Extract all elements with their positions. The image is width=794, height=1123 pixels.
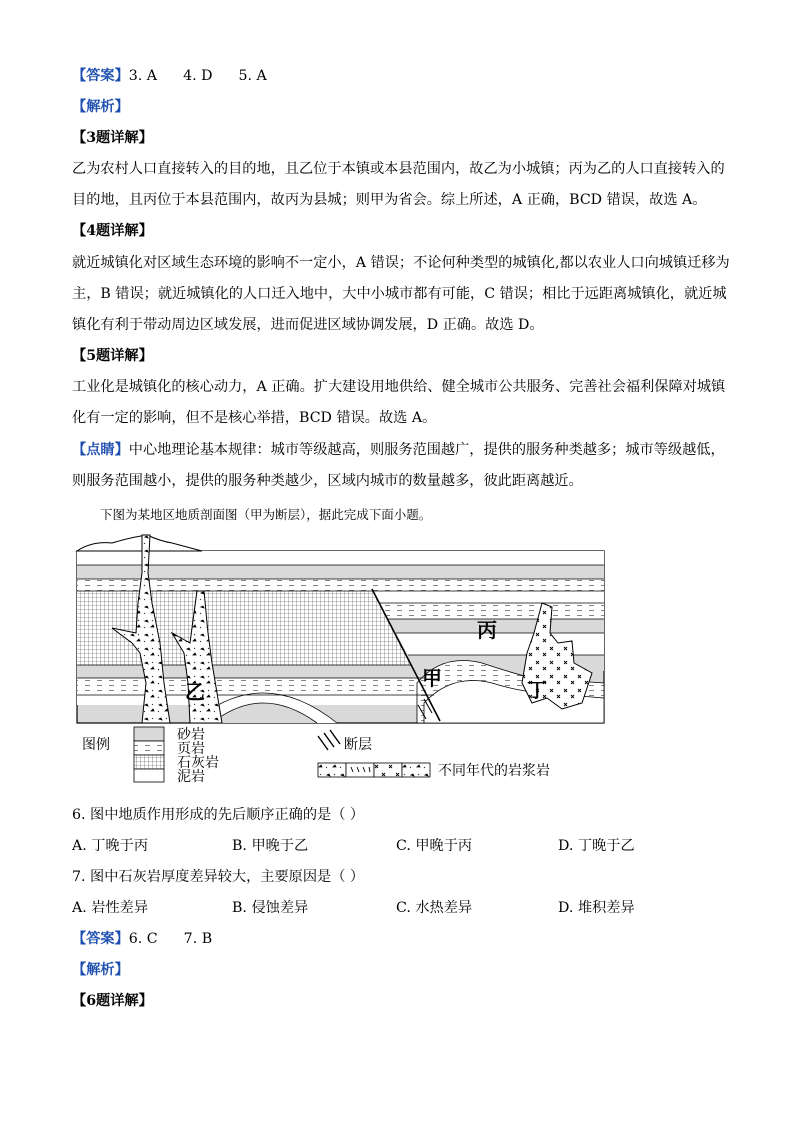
answer-7: 7. B (183, 931, 213, 947)
q5-detail-tag: 【5题详解】 (72, 348, 153, 364)
answer-3: 3. A (128, 68, 158, 84)
analysis-tag: 【解析】 (72, 99, 129, 115)
q4-text-line: 镇化有利于带动周边区域发展，进而促进区域协调发展，D 正确。故选 D。 (72, 317, 544, 333)
geologic-cross-section (72, 533, 612, 783)
analysis-tag-2: 【解析】 (72, 962, 129, 978)
q6-stem: 6. 图中地质作用形成的先后顺序正确的是（ ） (72, 807, 365, 823)
label-yi: 乙 (185, 680, 205, 704)
legend-fault: 断层 (344, 737, 372, 753)
figure-caption: 下图为某地区地质剖面图（甲为断层），据此完成下面小题。 (100, 507, 432, 522)
legend-mudstone: 泥岩 (177, 769, 205, 783)
q7-option-c: C. 水热差异 (396, 900, 473, 916)
magma-swatch-1 (318, 763, 346, 777)
q3-detail-tag: 【3题详解】 (72, 130, 153, 146)
q7-option-d: D. 堆积差异 (558, 900, 635, 916)
q6-detail-tag: 【6题详解】 (72, 993, 153, 1009)
q4-text-line: 就近城镇化对区域生态环境的影响不一定小，A 错误；不论何种类型的城镇化,都以农业人口向城镇迁移为 (72, 255, 730, 271)
q6-option-d: D. 丁晚于乙 (558, 838, 635, 854)
q5-text-line: 工业化是城镇化的核心动力，A 正确。扩大建设用地供给、健全城市公共服务、完善社会福利保障对城镇 (72, 379, 726, 395)
answer-tag: 【答案】 (72, 68, 129, 84)
label-ding: 丁 (527, 678, 547, 702)
tip-line (72, 440, 725, 460)
tip-tag: 【点睛】 (72, 442, 129, 458)
q6-option-b: B. 甲晚于乙 (232, 838, 309, 854)
q4-text-line: 主，B 错误；就近城镇化的人口迁入地中，大中小城市都有可能，C 错误；相比于远距离城镇化，就近城 (72, 286, 727, 302)
label-jia: 甲 (422, 666, 442, 690)
q6-option-a: A. 丁晚于丙 (72, 838, 149, 854)
limestone-swatch (134, 755, 164, 769)
fault-symbol-icon (318, 730, 340, 750)
label-bing: 丙 (477, 618, 497, 642)
answer-line-1 (72, 66, 722, 86)
legend-title: 图例 (82, 737, 110, 753)
q5-text-line: 化有一定的影响，但不是核心举措，BCD 错误。故选 A。 (72, 410, 437, 426)
legend (82, 726, 550, 783)
tip-text-line-2: 则服务范围越小，提供的服务种类越少，区域内城市的数量越多，彼此距离越近。 (72, 473, 583, 489)
legend-shale: 页岩 (177, 741, 205, 757)
answer-6: 6. C (128, 931, 158, 947)
q3-text-line: 乙为农村人口直接转入的目的地，且乙位于本镇或本县范围内，故乙为小城镇；丙为乙的人口直接转入的 (72, 161, 725, 177)
volcano-cone (77, 535, 202, 551)
legend-magma: 不同年代的岩浆岩 (438, 763, 550, 779)
answer-tag-2: 【答案】 (72, 931, 129, 947)
tip-text: 中心地理论基本规律：城市等级越高，则服务范围越广，提供的服务种类越多；城市等级越低， (128, 442, 725, 458)
sandstone-swatch (134, 727, 164, 741)
q3-text-line: 目的地，且丙位于本县范围内，故丙为县城；则甲为省会。综上所述，A 正确，BCD 错误，故选 A。 (72, 192, 707, 208)
magma-swatch-3 (374, 763, 402, 777)
magma-swatch-4 (402, 763, 430, 777)
q7-stem: 7. 图中石灰岩厚度差异较大，主要原因是（ ） (72, 869, 365, 885)
answer-4: 4. D (183, 68, 213, 84)
q7-option-a: A. 岩性差异 (72, 900, 149, 916)
answer-5: 5. A (238, 68, 267, 84)
mudstone-swatch (134, 769, 164, 782)
q6-option-c: C. 甲晚于丙 (396, 838, 473, 854)
shale-swatch (134, 741, 164, 755)
answer-line-2 (72, 929, 722, 949)
q4-detail-tag: 【4题详解】 (72, 223, 153, 239)
legend-limestone: 石灰岩 (177, 755, 219, 771)
legend-sandstone: 砂岩 (177, 727, 205, 743)
q7-option-b: B. 侵蚀差异 (232, 900, 309, 916)
